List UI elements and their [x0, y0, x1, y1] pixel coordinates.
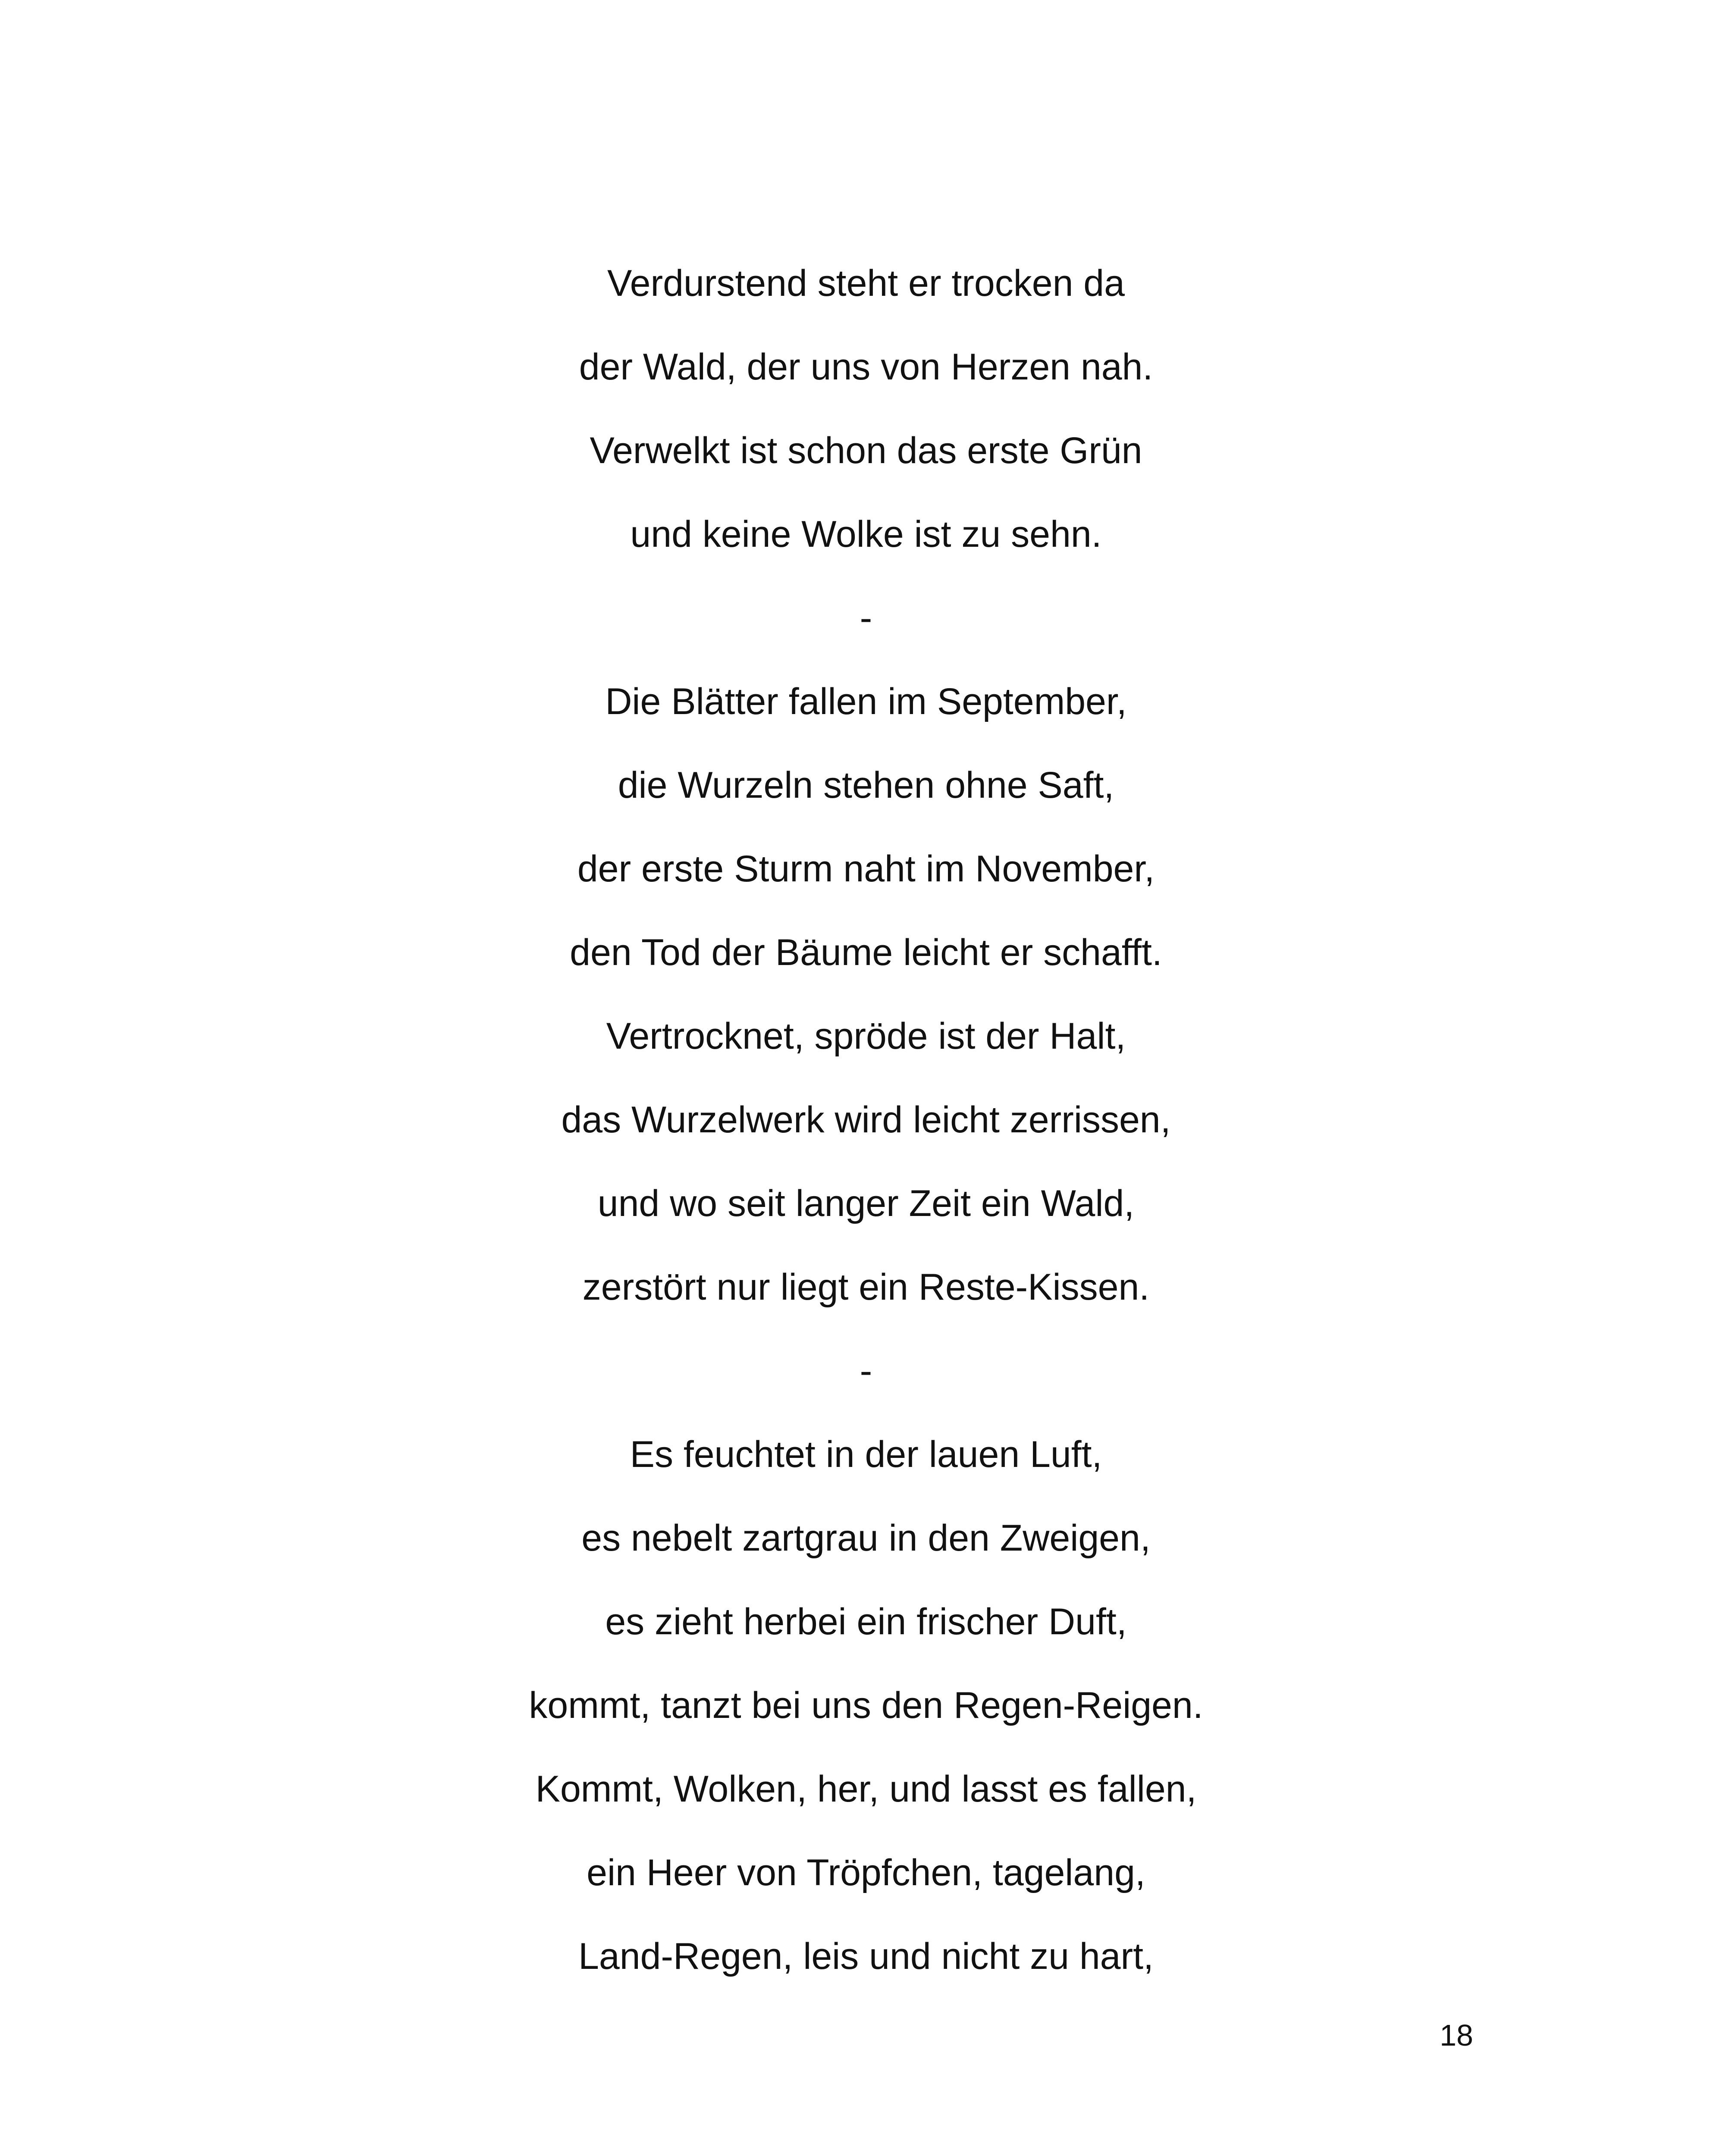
poem-line: Die Blätter fallen im September, — [605, 681, 1127, 722]
poem-line: kommt, tanzt bei uns den Regen-Reigen. — [529, 1685, 1203, 1726]
poem-line: den Tod der Bäume leicht er schafft. — [570, 932, 1162, 973]
poem-line: zerstört nur liegt ein Reste-Kissen. — [582, 1266, 1150, 1308]
stanza-separator: - — [860, 597, 872, 639]
poem-line: und keine Wolke ist zu sehn. — [630, 514, 1102, 555]
poem-line: das Wurzelwerk wird leicht zerrissen, — [561, 1099, 1171, 1141]
poem-line: Kommt, Wolken, her, und lasst es fallen, — [535, 1768, 1197, 1810]
poem-line: Verdurstend steht er trocken da — [607, 263, 1125, 304]
poem-line: der Wald, der uns von Herzen nah. — [579, 346, 1153, 388]
page-number: 18 — [1440, 2018, 1473, 2052]
poem-line: Es feuchtet in der lauen Luft, — [630, 1434, 1102, 1475]
poem-line: es zieht herbei ein frischer Duft, — [605, 1601, 1127, 1642]
poem-line: der erste Sturm naht im November, — [577, 848, 1155, 890]
stanza-separator: - — [860, 1350, 872, 1391]
poem-line: ein Heer von Tröpfchen, tagelang, — [587, 1852, 1145, 1893]
poem-line: Land-Regen, leis und nicht zu hart, — [578, 1936, 1154, 1977]
poem-line: die Wurzeln stehen ohne Saft, — [618, 765, 1114, 806]
poem-line: und wo seit langer Zeit ein Wald, — [597, 1183, 1135, 1224]
poem-text — [0, 241, 1732, 1998]
poem-line: es nebelt zartgrau in den Zweigen, — [581, 1517, 1151, 1559]
poem-line: Verwelkt ist schon das erste Grün — [590, 430, 1142, 471]
poem-line: Vertrocknet, spröde ist der Halt, — [606, 1015, 1126, 1057]
